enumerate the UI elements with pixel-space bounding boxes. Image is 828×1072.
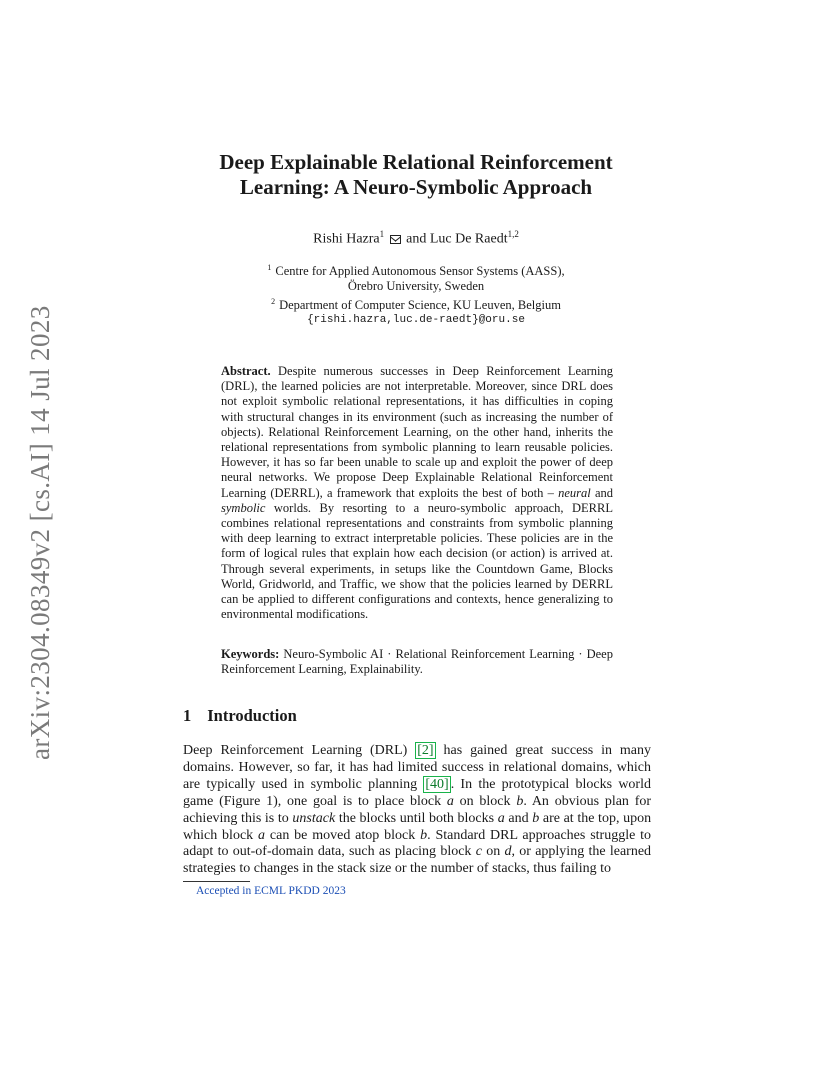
section-title: Introduction — [207, 706, 297, 725]
affil-1-line-1: Centre for Applied Autonomous Sensor Systems (AASS), — [275, 264, 565, 279]
author-luc-de-raedt: and Luc De Raedt — [406, 231, 508, 247]
section-number: 1 — [183, 706, 192, 725]
intro-text: and — [508, 810, 529, 826]
introduction-paragraph — [183, 743, 651, 878]
intro-text: are at the top, upon which block — [183, 810, 652, 843]
keywords-text: Neuro-Symbolic AI · Relational Reinforcement Learning · Deep Reinforcement Learning, Explainability. — [221, 647, 613, 677]
intro-text: Deep Reinforcement Learning (DRL) — [183, 743, 408, 758]
affil-2-marker: 2 — [271, 297, 276, 307]
emphasis-unstack: unstack — [292, 810, 336, 826]
var-c: c — [475, 844, 482, 860]
abstract-emphasis-symbolic: symbolic — [221, 500, 266, 515]
author-list — [160, 229, 672, 248]
abstract-emphasis-neural: neural — [558, 485, 591, 500]
var-b: b — [532, 810, 540, 826]
intro-text: . Standard DRL approaches struggle to adapt to out-of-domain data, such as placing block — [183, 827, 652, 860]
envelope-icon[interactable] — [390, 235, 401, 244]
var-b: b — [516, 793, 524, 809]
citation-link[interactable]: [2] — [417, 743, 434, 758]
abstract — [221, 364, 613, 622]
var-a: a — [446, 793, 454, 809]
affiliation-1 — [160, 260, 672, 279]
author1-affil-marker: 1 — [379, 229, 385, 239]
title-line-2: Learning: A Neuro-Symbolic Approach — [239, 175, 593, 199]
intro-text: . An obvious plan for achieving this is to — [183, 793, 652, 826]
title-line-1: Deep Explainable Relational Reinforcement — [219, 150, 613, 174]
footnote-divider — [183, 881, 250, 882]
author-email[interactable]: {rishi.hazra,luc.de-raedt}@oru.se — [307, 314, 525, 327]
abstract-label: Abstract. — [221, 364, 271, 378]
affiliations — [160, 260, 672, 328]
abstract-text-1: Despite numerous successes in Deep Reinforcement Learning (DRL), the learned policies are not interpretable. Moreover, since DRL does not exploit symbolic relational representations, it has difficulties in coping with structural changes in its environment (such as increasing the number of objects). Relational Reinforcement Learning, on the other hand, inherits the relational representations from symbolic planning to learn reusable policies. However, it has so far been unable to scale up and exploit the power of deep neural networks. We propose Deep Explainable Relational Reinforcement Learning (DERRL), a framework that exploits the best of both – — [221, 364, 613, 500]
author-rishi-hazra: Rishi Hazra — [313, 231, 380, 247]
var-b: b — [420, 827, 428, 843]
var-d: d — [504, 844, 512, 860]
affil-2-line-1: Department of Computer Science, KU Leuven, Belgium — [279, 298, 561, 313]
keywords-label: Keywords: — [221, 647, 280, 661]
keywords — [221, 647, 613, 677]
intro-text: on — [486, 844, 501, 860]
section-heading-introduction — [183, 706, 297, 726]
intro-text: on block — [459, 793, 511, 809]
affiliation-2 — [160, 294, 672, 313]
abstract-text-2: and — [594, 485, 614, 500]
author2-affil-marker: 1,2 — [507, 229, 519, 239]
affiliation-1-line-2: Örebro University, Sweden — [347, 279, 485, 294]
arxiv-identifier-stamp: arXiv:2304.08349v2 [cs.AI] 14 Jul 2023 — [25, 305, 55, 760]
paper-title — [160, 150, 672, 200]
intro-text: , or applying the learned strategies to changes in the stack size or the number of stacks, thus failing to — [183, 844, 652, 877]
intro-text: can be moved atop block — [269, 827, 416, 843]
affil-1-marker: 1 — [267, 263, 272, 272]
citation-link[interactable]: [40] — [425, 776, 449, 792]
intro-text: has gained great success in many domains. However, so far, it has had limited success in relational domains, which are typically used in symbolic planning — [183, 743, 652, 792]
var-a: a — [497, 810, 505, 826]
var-a: a — [258, 827, 266, 843]
footnote-acceptance[interactable]: Accepted in ECML PKDD 2023 — [196, 885, 346, 897]
abstract-text-3: worlds. By resorting to a neuro-symbolic approach, DERRL combines relational representations and constraints from symbolic planning with deep learning to extract interpretable policies. These policies are in the form of logical rules that explain how each decision (or action) is arrived at. Through several experiments, in setups like the Countdown Game, Blocks World, Gridworld, and Traffic, we show that the policies learned by DERRL can be applied to different configurations and contexts, hence generalizing to environmental modifications. — [221, 500, 613, 622]
intro-text: the blocks until both blocks — [338, 810, 495, 826]
intro-text: . In the prototypical blocks world game (Figure 1), one goal is to place block — [183, 776, 651, 809]
